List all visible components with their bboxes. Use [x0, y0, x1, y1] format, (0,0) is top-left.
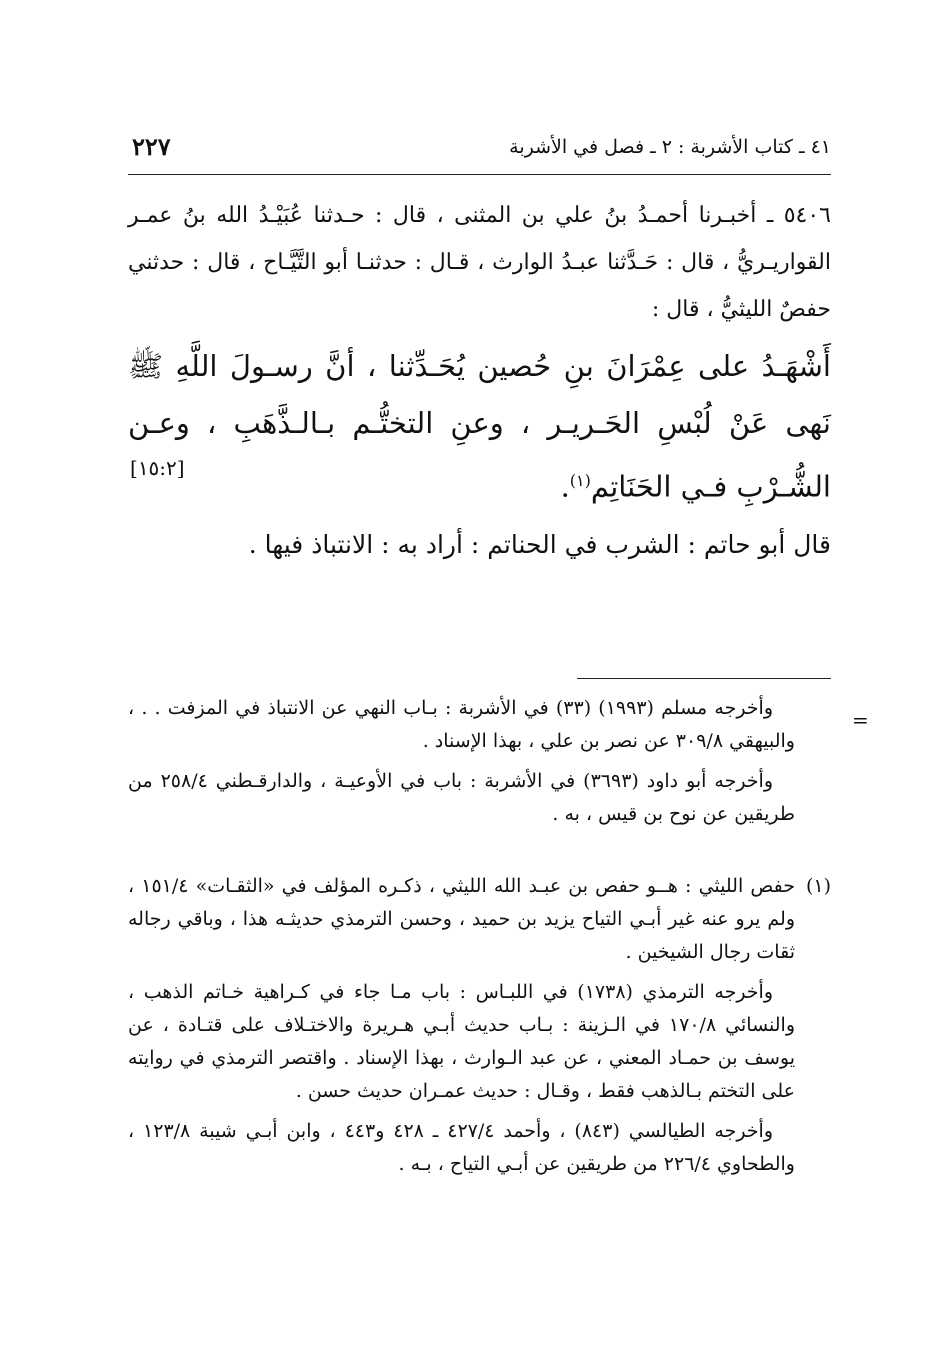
- hadith-matn-end: .: [560, 469, 570, 504]
- page-number: ٢٢٧: [132, 132, 171, 161]
- footnote-paragraph: وأخرجه أبو داود (٣٦٩٣) في الأشربة : باب في الأوعيـة ، والدارقـطني ٢٥٨/٤ من طريقين عن نوح بن قيس ، به .: [128, 770, 795, 825]
- running-head: ٤١ ـ كتاب الأشربة : ٢ ـ فصل في الأشربة: [509, 136, 831, 158]
- footnote-1-first: [128, 870, 831, 969]
- footnote-number: (١): [805, 875, 831, 897]
- hadith-isnad: ٥٤٠٦ ـ أخبـرنا أحمـدُ بنُ علي بن المثنى ، قال : حـدثنا عُبَيْـدُ الله بنُ عمـر القواريـريُّ ، قال : حَـدَّثنا عبـدُ الوارث ، قـال : حدثنـا أبو التَّيَّـاح ، قال : حدثني حفصٌ الليثيُّ ، قال :: [128, 203, 831, 322]
- abu-hatim-comment: قال أبو حاتم : الشرب في الحناتم : أراد به : الانتباذ فيها .: [248, 530, 831, 559]
- footnote-paragraph: وأخرجه الطيالسي (٨٤٣) ، وأحمد ٤٢٧/٤ ـ ٤٢٨ و٤٤٣ ، وابن أبـي شيبة ١٢٣/٨ ، والطحاوي ٢٢٦/٤ من طريقين عن أبـي التياح ، بـه .: [128, 1120, 795, 1175]
- footnote-paragraph: وأخرجه مسلم (١٩٩٣) (٣٣) في الأشربة : بـاب النهي عن الانتباذ في المزفت . . ، والبيهقي ٣٠٩/٨ عن نصر بن علي ، بهذا الإسناد .: [128, 697, 795, 752]
- footnote-paragraph: وأخرجه الترمذي (١٧٣٨) في اللبـاس : باب مـا جاء في كـراهية خـاتم الذهب ، والنسائي ١٧٠/٨ في الـزينة : بـاب حديث أبـي هـريرة والاختـلاف على قتـادة ، عن يوسف بن حمـاد المعني ، عن عبد الـوارث ، بهذا الإسناد . واقتصر الترمذي في روايته على التختم بـالذهب فقط ، وقـال : حديث عمـران حديث حسن .: [128, 981, 795, 1102]
- footnote-marker: (١): [569, 471, 591, 490]
- footnote-text: حفص الليثي : هــو حفص بن عبـد الله الليثي ، ذكـره المؤلف في «الثقـات» ١٥١/٤ ، ولم يرو عنه غير أبـي التياح يزيد بن حميد ، وحسن الترمذي حديثـه هذا ، وباقي رجاله ثقات رجال الشيخين .: [128, 875, 795, 963]
- hadith-matn: [128, 338, 831, 516]
- page-header: [128, 128, 831, 174]
- hadith-matn-text: أَشْهَـدُ على عِمْرَانَ بنِ حُصين يُحَـدِّثنا ، أنَّ رسـولَ اللَّهِ ﷺ نَهى عَنْ لُبْسِ الحَـريـر ، وعنِ التختُّـم بـالـذَّهَبِ ، وعـن الشُّـرْبِ فـي الحَنَاتِم: [128, 349, 831, 504]
- footnote-rule: [577, 678, 831, 679]
- continued-mark: =: [852, 708, 869, 732]
- continued-footnote: [128, 692, 831, 831]
- hadith-reference: [١٥:٢]: [130, 456, 185, 480]
- footnote-1: [128, 870, 831, 1181]
- header-rule: [128, 174, 831, 175]
